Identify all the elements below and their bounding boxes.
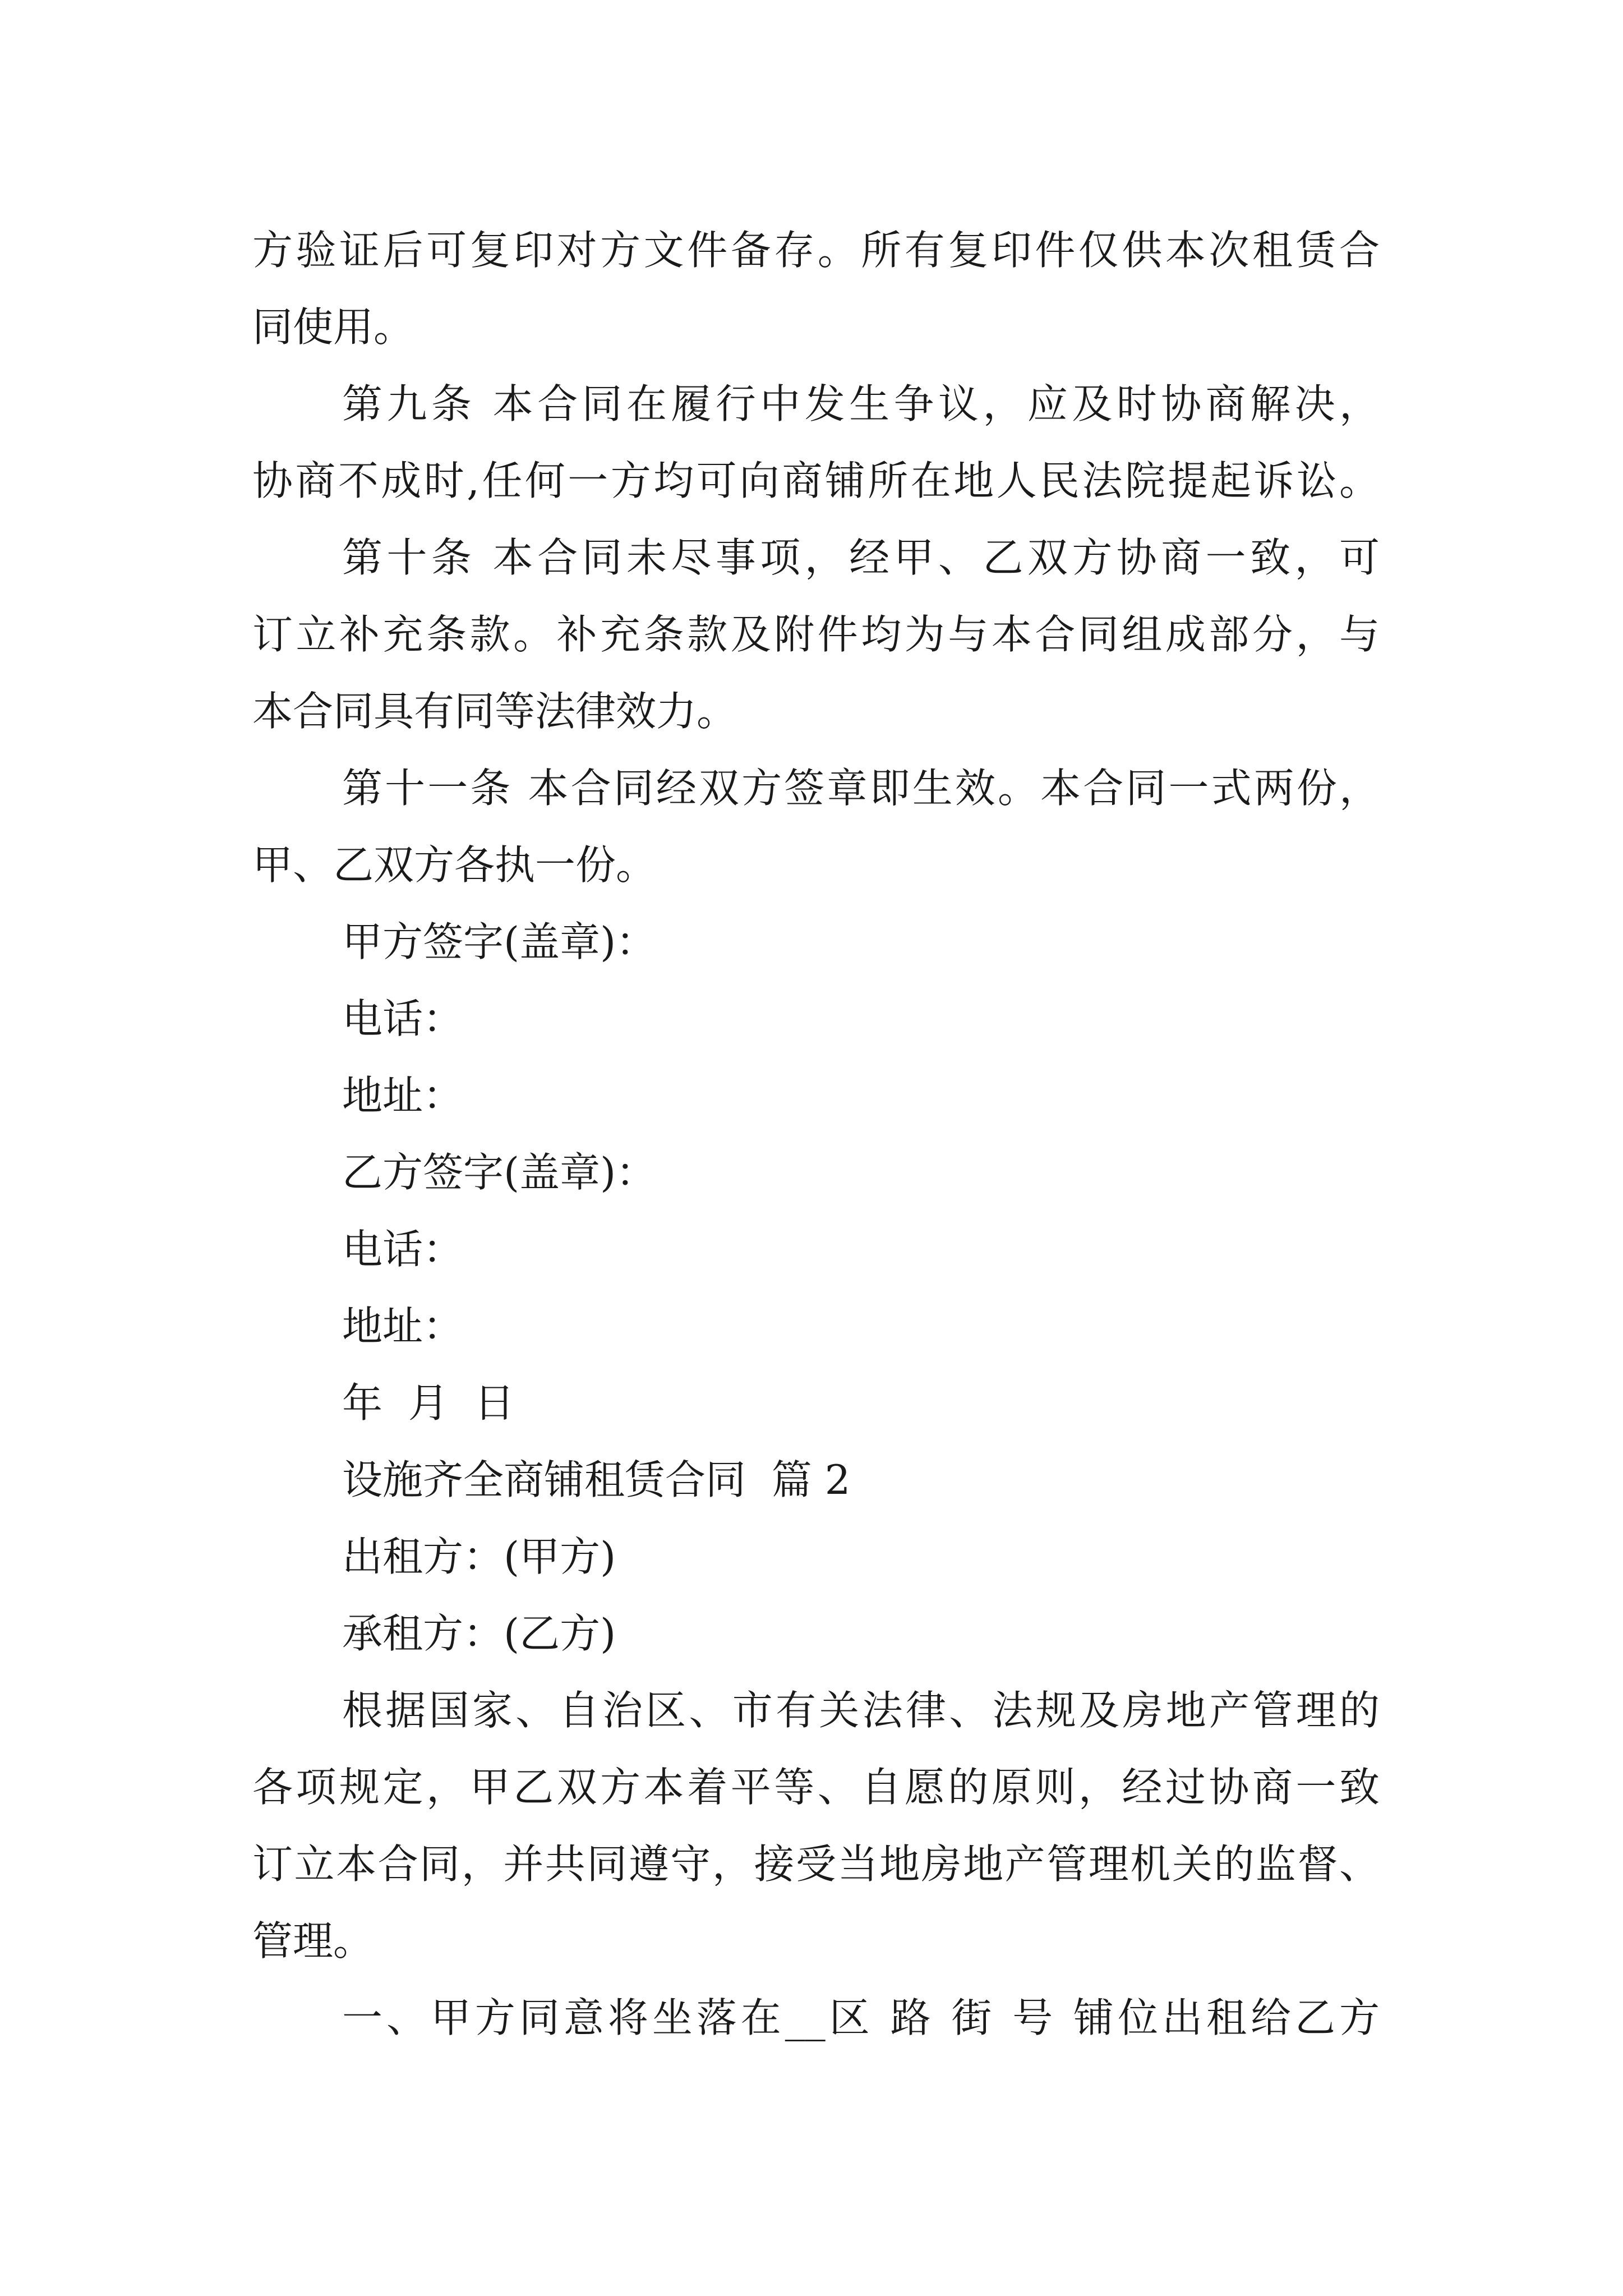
preamble-line: 根据国家、自治区、市有关法律、法规及房地产管理的	[342, 1687, 1380, 1734]
article-11-line: 第十一条 本合同经双方签章即生效。本合同一式两份，	[342, 765, 1380, 812]
party-b-signature-label: 乙方签字(盖章)：	[342, 1149, 657, 1196]
text-line: 管理。	[252, 1917, 374, 1964]
party-b-address-label: 地址：	[342, 1303, 464, 1350]
article-9-line: 第九条 本合同在履行中发生争议，应及时协商解决，	[342, 380, 1380, 427]
date-line: 年 月 日	[342, 1379, 515, 1427]
party-a-signature-label: 甲方签字(盖章)：	[342, 918, 657, 965]
party-a-address-label: 地址：	[342, 1072, 464, 1119]
clause-1-line: 一、甲方同意将坐落在__区 路 街 号 铺位出租给乙方	[342, 1994, 1380, 2041]
party-b-phone-label: 电话：	[342, 1226, 464, 1273]
lessee-label: 承租方：(乙方)	[342, 1610, 616, 1657]
text-line: 各项规定，甲乙双方本着平等、自愿的原则，经过协商一致	[252, 1764, 1380, 1811]
text-line: 同使用。	[252, 303, 414, 351]
section-title: 设施齐全商铺租赁合同 篇 2	[342, 1456, 851, 1503]
text-line: 本合同具有同等法律效力。	[252, 688, 737, 735]
text-line: 方验证后可复印对方文件备存。所有复印件仅供本次租赁合	[252, 227, 1380, 274]
text-line: 订立补充条款。补充条款及附件均为与本合同组成部分，与	[252, 611, 1380, 658]
text-line: 协商不成时,任何一方均可向商铺所在地人民法院提起诉讼。	[252, 457, 1380, 504]
document-body	[252, 212, 1380, 2056]
text-line: 订立本合同，并共同遵守，接受当地房地产管理机关的监督、	[252, 1841, 1380, 1888]
text-line: 甲、乙双方各执一份。	[252, 841, 657, 889]
lessor-label: 出租方：(甲方)	[342, 1533, 616, 1580]
article-10-line: 第十条 本合同未尽事项，经甲、乙双方协商一致，可	[342, 534, 1380, 581]
party-a-phone-label: 电话：	[342, 995, 464, 1042]
